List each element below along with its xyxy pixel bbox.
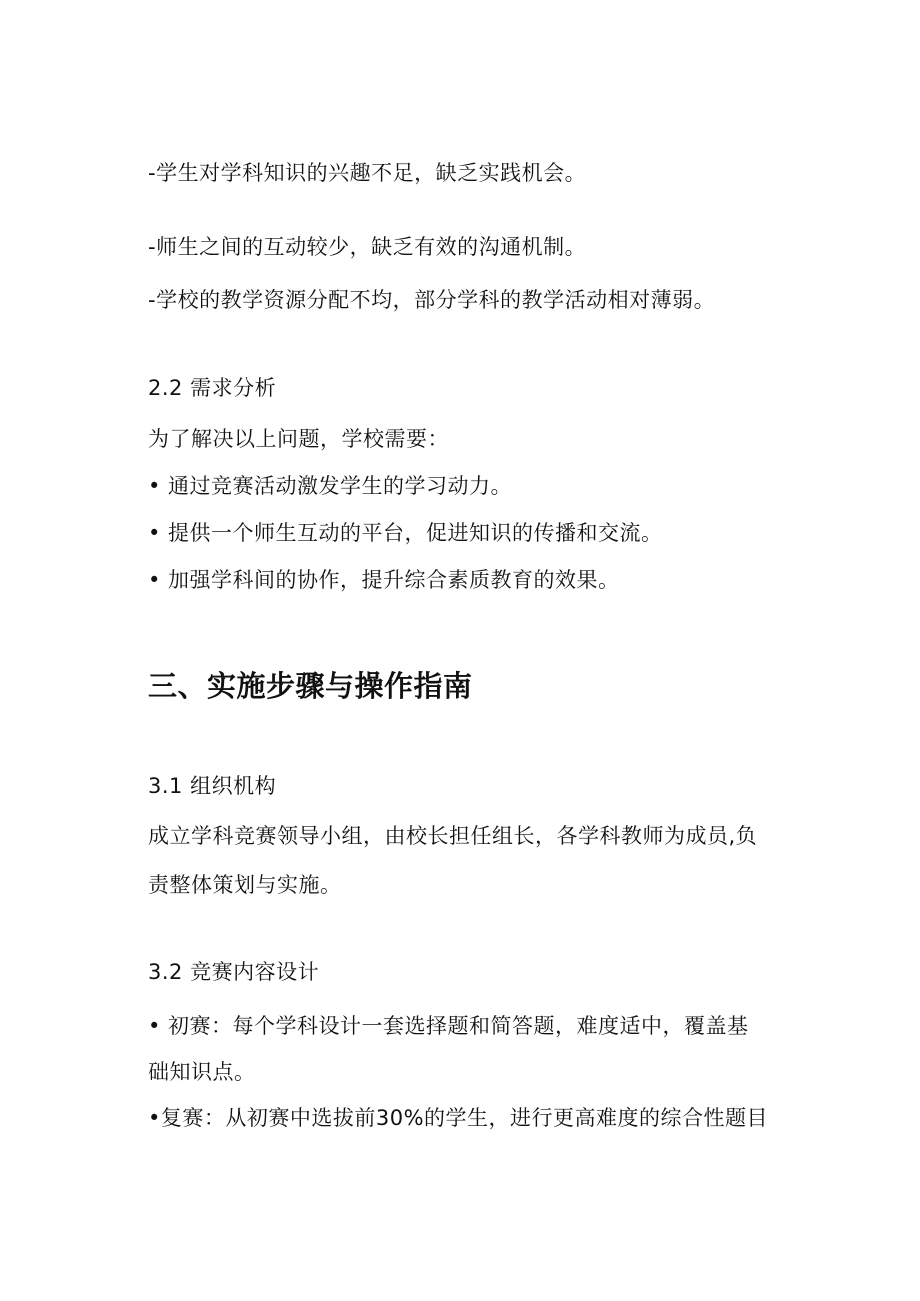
problem-item: -师生之间的互动较少，缺乏有效的沟通机制。 (148, 235, 587, 259)
bullet-item: • 加强学科间的协作，提升综合素质教育的效果。 (148, 568, 620, 592)
section-title: 3.2 竞赛内容设计 (148, 960, 320, 984)
bullet-item: • 提供一个师生互动的平台，促进知识的传播和交流。 (148, 521, 663, 545)
bullet-item: • 初赛：每个学科设计一套选择题和简答题，难度适中，覆盖基 (148, 1014, 749, 1038)
section-title: 3.1 组织机构 (148, 774, 277, 798)
bullet-item: • 通过竞赛活动激发学生的学习动力。 (148, 474, 513, 498)
section-title: 2.2 需求分析 (148, 376, 277, 400)
paragraph-line: 责整体策划与实施。 (148, 873, 342, 897)
paragraph-line: 成立学科竞赛领导小组，由校长担任组长，各学科教师为成员,负 (148, 824, 758, 848)
bullet-item: •复赛：从初赛中选拔前30%的学生，进行更高难度的综合性题目 (148, 1106, 769, 1130)
chapter-heading: 三、实施步骤与操作指南 (148, 669, 473, 703)
section-intro: 为了解决以上问题，学校需要： (148, 427, 449, 451)
bullet-continuation: 础知识点。 (148, 1060, 256, 1084)
problem-item: -学校的教学资源分配不均，部分学科的教学活动相对薄弱。 (148, 288, 716, 312)
problem-item: -学生对学科知识的兴趣不足，缺乏实践机会。 (148, 161, 587, 185)
